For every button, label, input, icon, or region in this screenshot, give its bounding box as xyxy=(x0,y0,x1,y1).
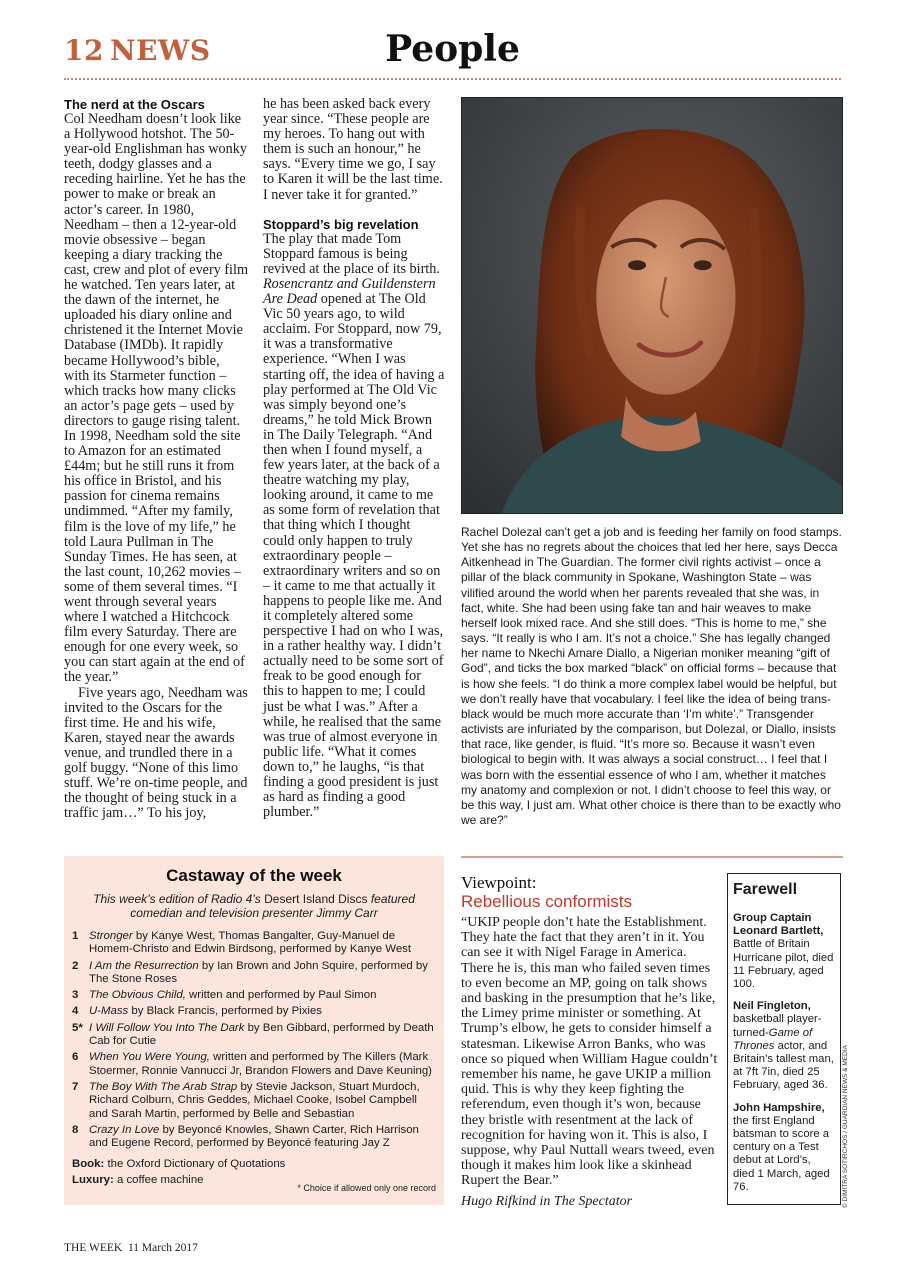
show-name: Desert Island Discs xyxy=(264,892,368,906)
page-header xyxy=(64,30,841,80)
article-paragraph: he has been asked back every year since. “These people are my heroes. To hang out with them is such an honour,” he says. “Every time we go, I say to Karen it will be the last time. I never take it for granted.” xyxy=(263,96,443,203)
portrait-illustration xyxy=(462,98,842,513)
viewpoint-body: “UKIP people don’t hate the Establishment. They hate the fact that they aren’t in it. You can see it with Nigel Farage in America. There he is, this man who failed seven times to even become an MP, going on talk shows and basking in the presumption that he’s like, the Limey prime minister or something. At Trump’s elbow, he gets to consider himself a statesman. Likewise Arron Banks, who was once so piqued when William Hague couldn’t remember his name, he gave UKIP a million quid. This is why they keep fighting the referendum, even though it’s won, because they bristle with resentment at the lack of recognition for having won it. This is also, I suppose, why Paul Nuttall wears tweed, even though it makes him look like a skinhead Rupert the Bear.” xyxy=(461,915,718,1189)
farewell-title: Farewell xyxy=(733,881,798,898)
section-divider xyxy=(461,856,843,858)
viewpoint-title: Rebellious conformists xyxy=(461,892,633,911)
track-item: 3 The Obvious Child, written and performed by Paul Simon xyxy=(72,989,377,1002)
publication-name: THE WEEK xyxy=(64,1242,123,1254)
castaway-title: Castaway of the week xyxy=(166,866,342,885)
track-item: 5* I Will Follow You Into The Dark by Ben Gibbard, performed by Death Cab for Cutie xyxy=(72,1021,434,1048)
section-label: NEWS xyxy=(109,34,211,67)
castaway-footnote: * Choice if allowed only one record xyxy=(297,1183,436,1193)
track-item: 2 I Am the Resurrection by Ian Brown and John Squire, performed by The Stone Roses xyxy=(72,959,428,985)
article-heading-stoppard: Stoppard’s big revelation xyxy=(263,216,419,232)
obituary-entry: Neil Fingleton, basketball player-turned-Game of Thrones actor, and Britain’s tallest man, at 7ft 7in, died 25 February, aged 36. xyxy=(733,1000,834,1092)
article-heading-oscars: The nerd at the Oscars xyxy=(64,97,205,112)
obituary-entry: John Hampshire, the first England batsman to score a century on a Test debut at Lord’s, died 1 March, aged 76. xyxy=(733,1101,830,1193)
feature-story: Rachel Dolezal can’t get a job and is feeding her family on food stamps. Yet she has no regrets about the choices that led her here, says Decca Aitkenhead in The Guardian. The former civil rights activist – once a pillar of the black community in Spokane, Washington State – was vilified around the world when her parents revealed that she was, in fact, white. She had been using fake tan and hair weaves to make herself look mixed race. And she still does. “This is home to me,” she says. “It really is who I am. It’s not a choice.” She has legally changed her name to Nkechi Amare Diallo, a Nigerian moniker meaning “gift of God”, and ticks the box marked “black” on official forms – because that is how she feels. “I do think a more complex label would be helpful, but we don’t really have that vocabulary. I feel like the idea of being trans-black would be much more accurate than ‘I’m white’.” Transgender activists are infuriated by the comparison, but Dolezal, or Diallo, insists that race, like gender, is fluid. “It’s more so. Because it wasn’t even biological to begin with. It was always a social construct… I feel that I was born with the essential essence of who I am, whether it matches my anatomy and complexion or not. I didn’t choose to feel this way, or be this way, I just am. What other choice is there than to be exactly who we are?” xyxy=(461,525,842,827)
track-item: 1 Stronger by Kanye West, Thomas Bangalter, Guy-Manuel de Homem-Christo and Edwin Birdsong, performed by Kanye West xyxy=(72,930,412,956)
track-list xyxy=(72,930,436,1150)
article-column-1 xyxy=(64,97,248,821)
photo-credit: © DIMITRA SOTIRCHOS / GUARDIAN NEWS & MEDIA xyxy=(842,1045,849,1208)
issue-date: 11 March 2017 xyxy=(127,1242,198,1254)
castaway-intro: This week’s edition of Radio 4’s Desert Island Discs featured comedian and television presenter Jimmy Carr xyxy=(93,892,415,920)
track-item: 6 When You Were Young, written and performed by The Killers (Mark Stoermer, Ronnie Vannucci Jr, Brandon Flowers and Dave Keuning) xyxy=(72,1051,432,1077)
page-number-value: 12 xyxy=(64,34,104,67)
track-item: 7 The Boy With The Arab Strap by Stevie Jackson, Stuart Murdoch, Richard Colburn, Chris Geddes, Michael Cooke, Isobel Campbell and Sarah Martin, performed by Belle and Sebastian xyxy=(72,1080,420,1120)
page-title: People xyxy=(385,28,520,70)
castaway-box xyxy=(64,856,444,1205)
obituary-entry: Group Captain Leonard Bartlett, Battle of Britain Hurricane pilot, died 11 February, aged 100. xyxy=(733,912,834,991)
farewell-box xyxy=(727,873,841,1205)
castaway-book: Book: the Oxford Dictionary of Quotations xyxy=(72,1158,286,1171)
article-paragraph: Col Needham doesn’t look like a Hollywood hotshot. The 50-year-old Englishman has wonky teeth, dodgy glasses and a receding hairline. Yet he has the power to make or break an actor’s career. In 1980, Needham – then a 12-year-old movie obsessive – began keeping a diary tracking the cast, crew and plot of every film he watched. Ten years later, at the dawn of the internet, he uploaded his diary online and christened it the Internet Movie Database (IMDb). It rapidly became Hollywood’s bible, with its Starmeter function – which tracks how many clicks an actor’s page gets – used by directors to gauge rising talent. In 1998, Needham sold the site to Amazon for an estimated £44m; but he still runs it from his office in Bristol, and his passion for cinema remains undimmed. “After my family, film is the love of my life,” he told Laura Pullman in The Sunday Times. He has seen, at the last count, 10,262 movies – some of them several times. “I went through several years where I watched a Hitchcock film every Saturday. There are enough for one every week, so you can start again at the end of the year.” xyxy=(64,111,248,686)
article-paragraph: Five years ago, Needham was invited to the Oscars for the first time. He and his wife, Karen, stayed near the awards venue, and trundled there in a golf buggy. “None of this limo stuff. We’re on-time people, and the thought of being stuck in a traffic jam…” To his joy, xyxy=(64,684,248,822)
viewpoint-column xyxy=(461,874,719,1210)
play-title: Rosencrantz and Guildenstern Are Dead xyxy=(263,275,436,308)
castaway-luxury: Luxury: a coffee machine xyxy=(72,1174,204,1187)
viewpoint-source: Hugo Rifkind in The Spectator xyxy=(461,1193,633,1209)
viewpoint-label: Viewpoint: xyxy=(461,873,537,892)
portrait-photo xyxy=(461,97,843,514)
page-footer xyxy=(64,1242,198,1254)
article-paragraph: The play that made Tom Stoppard famous is being revived at the place of its birth. Rosencrantz and Guildenstern Are Dead opened at The Old Vic 50 years ago, to wild acclaim. For Stoppard, now 79, it was a transformative experience. “When I was starting off, the idea of having a play performed at The Old Vic was simply beyond one’s dreams,” he told Mick Brown in The Daily Telegraph. “And then when I found myself, a few years later, at the back of a theatre watching my play, looking around, it came to me as some form of revelation that that thing which I thought could only happen to truly extraordinary people – extraordinary writers and so on – it came to me that actually it happens to people like me. And it completely altered some perspective I had on who I was, in a rather healthy way. I didn’t actually need to be some sort of freak to be good enough for this to happen to me; I could just be what I was.” After a while, he realised that the same was true of almost everyone in public life. “What it comes down to,” he laughs, “is that finding a good president is just as hard as finding a good plumber.” xyxy=(263,230,445,821)
track-item: 4 U-Mass by Black Francis, performed by Pixies xyxy=(72,1005,322,1018)
track-item: 8 Crazy In Love by Beyoncé Knowles, Shawn Carter, Rich Harrison and Eugene Record, performed by Beyoncé featuring Jay Z xyxy=(72,1123,419,1150)
article-column-2 xyxy=(263,97,445,820)
